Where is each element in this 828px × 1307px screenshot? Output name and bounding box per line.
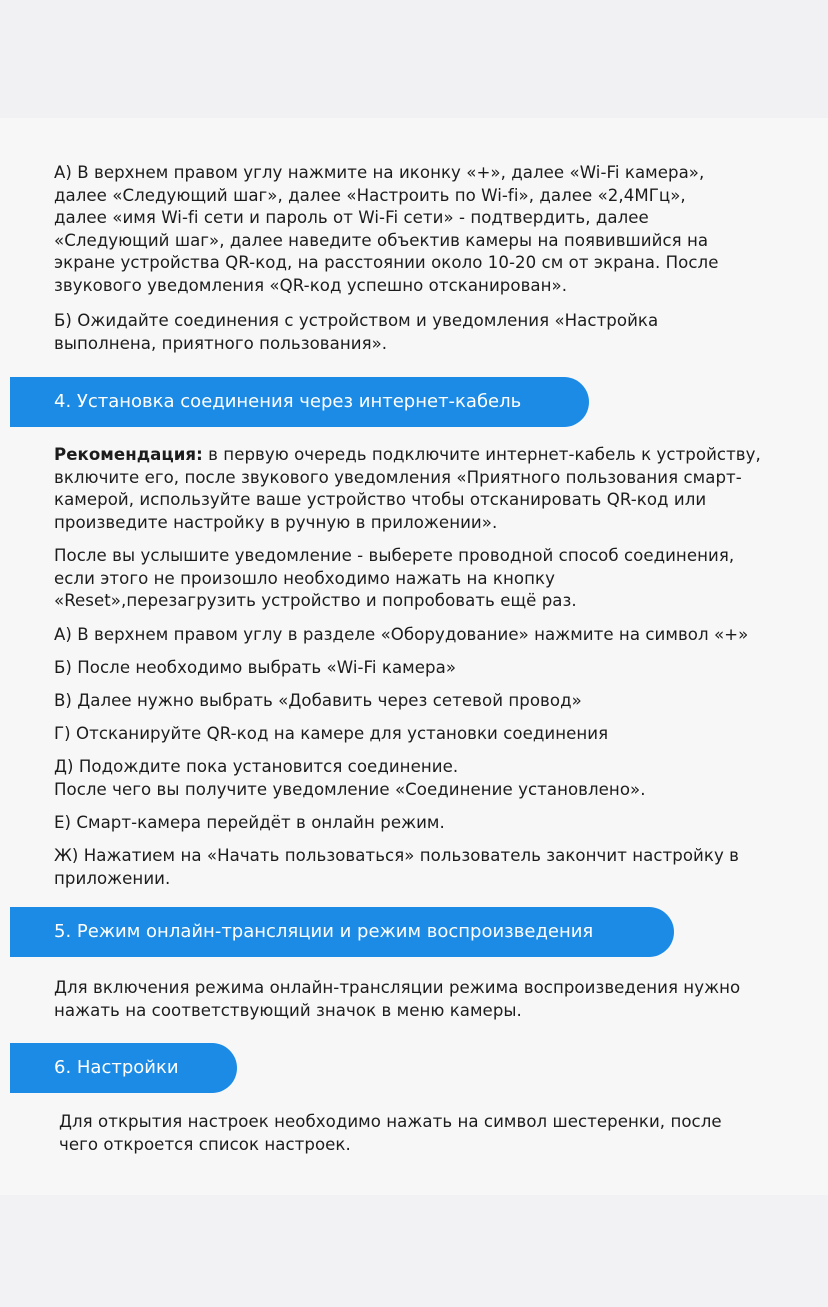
step-4-e: Е) Смарт-камера перейдёт в онлайн режим.	[54, 813, 445, 832]
step-b-wifi: Б) Ожидайте соединения с устройством и уведомления «Настройка выполнена, приятного пользования».	[54, 311, 659, 353]
after-paragraph: После вы услышите уведомление - выберете проводной способ соединения, если этого не произошло необходимо нажать на кнопку «Reset»,перезагрузить устройство и попробовать ещё раз.	[54, 546, 735, 611]
step-4-g: Г) Отсканируйте QR-код на камере для установки соединения	[54, 724, 609, 743]
section-6-heading: 6. Настройки	[10, 1043, 237, 1093]
section-6-text: Для открытия настроек необходимо нажать на символ шестеренки, после чего откроется список настроек.	[59, 1112, 722, 1154]
step-4-v: В) Далее нужно выбрать «Добавить через сетевой провод»	[54, 691, 582, 710]
recommendation-text: в первую очередь подключите интернет-кабель к устройству, включите его, после звукового уведомления «Приятного пользования смарт- камерой, используйте ваше устройство чтобы отсканировать QR-код или произведите настройку в ручную в приложении».	[54, 445, 761, 532]
recommendation-label: Рекомендация:	[54, 445, 203, 464]
step-a-wifi: А) В верхнем правом углу нажмите на иконку «+», далее «Wi-Fi камера», далее «Следующий шаг», далее «Настроить по Wi-fi», далее «2,4МГц», далее «имя Wi-fi сети и пароль от Wi-Fi сети» - подтвердить, далее «Следующий шаг», далее наведите объектив камеры на появившийся на экране устройства QR-код, на расстоянии около 10-20 см от экрана. После звукового уведомления «QR-код успешно отсканирован».	[54, 163, 719, 295]
section-5-heading: 5. Режим онлайн-трансляции и режим воспроизведения	[10, 907, 674, 957]
section-5-text: Для включения режима онлайн-трансляции режима воспроизведения нужно нажать на соответствующий значок в меню камеры.	[54, 978, 741, 1020]
step-4-d: Д) Подождите пока установится соединение. После чего вы получите уведомление «Соединение установлено».	[54, 757, 646, 799]
recommendation-paragraph	[54, 444, 794, 534]
section-4-heading: 4. Установка соединения через интернет-кабель	[10, 377, 589, 427]
step-4-zh: Ж) Нажатием на «Начать пользоваться» пользователь закончит настройку в приложении.	[54, 846, 739, 888]
bottom-band	[0, 1195, 828, 1307]
top-band	[0, 0, 828, 118]
step-4-b: Б) После необходимо выбрать «Wi-Fi камера»	[54, 658, 457, 677]
step-4-a: А) В верхнем правом углу в разделе «Оборудование» нажмите на символ «+»	[54, 625, 749, 644]
